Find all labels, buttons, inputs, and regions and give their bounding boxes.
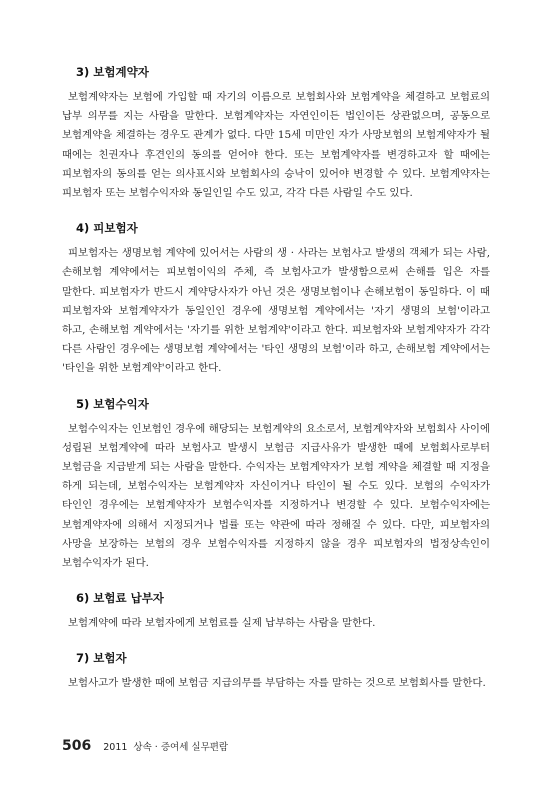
section-heading: 6) 보험료 납부자 [76, 591, 164, 606]
section-beneficiary [62, 396, 490, 574]
section-insured [62, 220, 490, 378]
section-body: 보험계약자는 보험에 가입할 때 자기의 이름으로 보험회사와 보험계약을 체결하고 보험료의 납부 의무를 지는 사람을 말한다. 보험계약자는 자연인이든 법인이든 상관없으며, 공동으로 보험계약을 체결하는 경우도 관계가 없다. 다만 15세 미만인 자가 사망보험의 보험계약자가 될 때에는 친권자나 후견인의 동의를 얻어야 한다. 또는 보험계약자를 변경하고자 할 때에는 피보험자의 동의를 얻는 의사표시와 보험회사의 승낙이 있어야 변경할 수 있다. 보험계약자는 피보험자 또는 보험수익자와 동일인일 수도 있고, 각각 다른 사람일 수도 있다. [62, 91, 490, 200]
section-policyholder [62, 64, 490, 203]
page-number: 506 [62, 738, 92, 754]
section-heading: 7) 보험자 [76, 651, 127, 666]
page-content [62, 64, 490, 711]
publication-year: 2011 [103, 742, 128, 753]
section-heading: 3) 보험계약자 [76, 65, 149, 79]
section-body: 피보험자는 생명보험 계약에 있어서는 사람의 생 · 사라는 보험사고 발생의 객체가 되는 사람, 손해보험 계약에서는 피보험이익의 주체, 즉 보험사고가 발생함으로써 손해를 입은 자를 말한다. 피보험자가 반드시 계약당사자가 아닌 것은 생명보험이나 손해보험이 동일하다. 이 때 피보험자와 보험계약자가 동일인인 경우에 생명보험 계약에서는 '자기 생명의 보험'이라고 하고, 손해보험 계약에서는 '자기를 위한 보험계약'이라고 한다. 피보험자와 보험계약자가 각각 다른 사람인 경우에는 생명보험 계약에서는 '타인 생명의 보험'이라 하고, 손해보험 계약에서는 '타인을 위한 보험계약'이라고 한다. [62, 247, 490, 375]
section-body: 보험수익자는 인보험인 경우에 해당되는 보험계약의 요소로서, 보험계약자와 보험회사 사이에 성립된 보험계약에 따라 보험사고 발생시 보험금 지급사유가 발생한 때에 보험회사로부터 보험금을 지급받게 되는 사람을 말한다. 수익자는 보험계약자가 보험 계약을 체결할 때 지정을 하게 되는데, 보험수익자는 보험계약자 자신이거나 타인이 될 수도 있다. 보험의 수익자가 타인인 경우에는 보험계약자가 보험수익자를 지정하거나 변경할 수 있다. 보험수익자에는 보험계약자에 의해서 지정되거나 법률 또는 약관에 따라 정해질 수 있다. 다만, 피보험자의 사망을 보장하는 보험의 경우 보험수익자를 지정하지 않을 경우 피보험자의 법정상속인이 보험수익자가 된다. [62, 422, 490, 570]
section-premium-payer [62, 590, 490, 633]
publication-title: 상속 · 증여세 실무편람 [133, 742, 229, 753]
section-heading: 4) 피보험자 [76, 221, 138, 236]
section-insurer [62, 650, 490, 693]
section-body: 보험사고가 발생한 때에 보험금 지급의무를 부담하는 자를 말하는 것으로 보험회사를 말한다. [68, 677, 486, 690]
section-heading: 5) 보험수익자 [76, 396, 149, 411]
page-footer [62, 738, 228, 754]
section-body: 보험계약에 따라 보험자에게 보험료를 실제 납부하는 사람을 말한다. [68, 617, 376, 630]
